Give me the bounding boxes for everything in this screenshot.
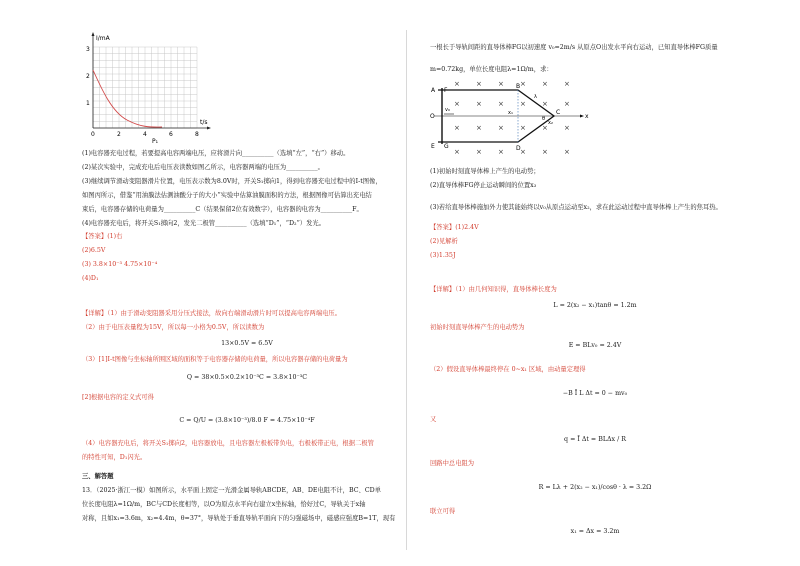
right-equation-4: q = Ī Δt = BLΔx / R	[564, 436, 626, 443]
problem-13-line3: 对称，且如x₁=3.6m，x₂=4.4m，θ=37°，导轨处于垂直导轨平面向下的匀强磁场中，磁感应强度B=1T，现有	[82, 515, 396, 522]
column-divider	[406, 30, 407, 550]
equation-2: Q = 38×0.5×0.2×10⁻³C = 3.8×10⁻³C	[186, 374, 308, 381]
label-x1: x₁	[508, 110, 513, 116]
explanation-5-line2: 的特性可知，D₁闪光。	[82, 454, 147, 461]
right-explanation-3: （2）假设直导体棒最终停在 0~x₁ 区域，由动量定理得	[430, 366, 586, 373]
right-explanation-1: 【详解】（1）由几何知识得，直导体棒长度为	[430, 286, 557, 293]
right-answer-2: (2)见解析	[430, 238, 458, 245]
question-3-line1: (3)继续调节滑动变阻器滑片位置，电压表示数为8.0V时，开关S₁掷向1，得到电容器充电过程中的I-t图像，	[82, 178, 382, 185]
label-v0: v₀	[445, 107, 450, 113]
label-c: C	[556, 109, 561, 116]
x-tick-0: 0	[91, 131, 95, 138]
label-a: A	[431, 87, 436, 94]
x-axis-label: t/s	[200, 119, 208, 126]
explanation-4: [2]根据电容的定义式可得	[82, 394, 154, 401]
question-4: (4)电容器充电后，将开关S₁掷向2，发光二极管__________（选填“D₁”，“D₂”）发光。	[82, 220, 325, 227]
field-cross: ×	[498, 80, 504, 88]
right-explanation-2: 初始时刻直导体棒产生的电动势为	[430, 324, 525, 331]
explanation-2: （2）由于电压表量程为15V，所以每一小格为0.5V，所以读数为	[82, 324, 265, 331]
explanation-3: （3）[1]I-t图像与坐标轴所围区域的面积等于电容器存储的电荷量，所以电容器存储的电荷量为	[82, 356, 348, 363]
explanation-1: 【详解】（1）由于滑动变阻器采用分压式接法，故向右端滑动滑片时可以提高电容两端电压。	[82, 310, 342, 317]
graph-grid	[93, 47, 197, 128]
field-cross: ×	[520, 100, 526, 108]
explanation-5-line1: （4）电容器充电后，将开关S₁掷向2，电容器放电，且电容器左极板带负电，右极板带正电，根据二极管	[82, 440, 374, 447]
field-cross: ×	[476, 80, 482, 88]
label-g: G	[444, 143, 449, 150]
field-cross: ×	[520, 124, 526, 132]
right-explanation-6: 联立可得	[430, 508, 456, 515]
y-tick-1: 1	[86, 100, 90, 107]
right-equation-6: x₁ = Δx = 3.2m	[570, 528, 620, 535]
magnetic-field-crosses	[454, 80, 570, 156]
right-answer-3: (3)1.35J	[430, 252, 456, 259]
x-tick-2: 2	[117, 131, 121, 138]
field-cross: ×	[542, 124, 548, 132]
field-cross: ×	[454, 124, 460, 132]
field-cross: ×	[542, 80, 548, 88]
right-equation-1: L = 2(x₂ − x₁)tanθ = 1.2m	[553, 302, 637, 309]
right-answer-1: 【答案】(1)2.4V	[430, 224, 479, 231]
answer-4: (4)D₁	[82, 275, 99, 282]
label-b: B	[516, 83, 521, 90]
label-theta: θ	[542, 116, 546, 122]
y-axis-label: I/mA	[96, 35, 110, 42]
question-3-line2: 如图丙所示，借鉴“用油膜法估测油酸分子的大小”实验中估算油膜面积的方法，根据图像可估算出充电结	[82, 192, 372, 199]
field-cross: ×	[564, 80, 570, 88]
answer-title: 【答案】(1)右	[82, 233, 123, 240]
graph-marker: P₁	[152, 138, 159, 145]
field-cross: ×	[564, 148, 570, 156]
right-equation-2: E = BLv₀ = 2.4V	[568, 342, 622, 349]
question-2: (2)某次实验中，完成充电后电压表读数如图乙所示，电容器两端的电压为__________。	[82, 164, 324, 171]
right-explanation-5: 回路中总电阻为	[430, 460, 475, 467]
field-cross: ×	[520, 148, 526, 156]
label-x2: x₂	[548, 120, 553, 126]
y-tick-2: 2	[86, 73, 90, 80]
field-cross: ×	[542, 148, 548, 156]
field-cross: ×	[454, 148, 460, 156]
answer-2: (2)6.5V	[82, 247, 106, 254]
right-equation-3: −B Ī L Δt = 0 − mv₀	[562, 390, 628, 397]
right-column	[430, 30, 760, 550]
field-cross: ×	[476, 124, 482, 132]
label-e: E	[431, 143, 435, 150]
field-cross: ×	[542, 100, 548, 108]
label-d: D	[516, 145, 521, 152]
field-cross: ×	[454, 80, 460, 88]
current-time-graph	[82, 30, 212, 145]
sub-question-1: (1)初始时刻直导体棒上产生的电动势；	[430, 168, 540, 175]
x-tick-6: 6	[169, 131, 173, 138]
field-cross: ×	[520, 80, 526, 88]
left-column	[82, 30, 412, 550]
right-equation-5: R = Lλ + 2(x₂ − x₁)/cosθ · λ = 3.2Ω	[538, 484, 652, 491]
problem-13-line2: 位长度电阻λ=1Ω/m，BC与CD长度相等，以O为原点水平向右建立x坐标轴，恰好过C，导轨关于x轴	[82, 501, 366, 508]
y-tick-3: 3	[86, 46, 90, 53]
field-cross: ×	[476, 148, 482, 156]
question-3-line3: 束后，电容器存储的电荷量为__________C（结果保留2位有效数字），电容器的电容为__________F。	[82, 206, 363, 213]
section-heading: 三、解答题	[82, 473, 114, 480]
problem-13-line1: 13．（2025·浙江一模）如图所示，水平面上固定一光滑金属导轨ABCDE，AB、DE电阻不计，BC、CD单	[82, 487, 381, 494]
field-cross: ×	[564, 124, 570, 132]
x-tick-8: 8	[195, 131, 199, 138]
field-cross: ×	[476, 100, 482, 108]
rail-diagram	[430, 80, 590, 160]
label-x: x	[585, 113, 589, 120]
label-lambda: λ	[534, 94, 537, 100]
problem-text-1: 一根长于导轨间距的直导体棒FG以初速度 v₀=2m/s 从原点O出发水平向右运动，已知直导体棒FG质量	[430, 44, 718, 51]
problem-text-2: m=0.72kg，单位长度电阻λ=1Ω/m，求：	[430, 66, 553, 73]
right-explanation-4: 又	[430, 416, 437, 423]
label-o: O	[430, 113, 435, 120]
x-tick-4: 4	[143, 131, 147, 138]
field-cross: ×	[564, 100, 570, 108]
equation-1: 13×0.5V = 6.5V	[221, 340, 273, 347]
label-f: F	[444, 87, 448, 94]
answer-3: (3) 3.8×10⁻³ 4.75×10⁻⁴	[82, 261, 158, 268]
field-cross: ×	[498, 100, 504, 108]
field-cross: ×	[498, 148, 504, 156]
sub-question-2: (2)直导体棒FG停止运动瞬间的位置x₃	[430, 182, 537, 189]
field-cross: ×	[454, 100, 460, 108]
field-cross: ×	[498, 124, 504, 132]
sub-question-3: (3)若给直导体棒施加外力使其能始终以v₀从原点运动至x₂，求在此运动过程中直导体棒上产生的焦耳热。	[430, 204, 722, 211]
question-1: (1)电容器充电过程，若要提高电容两端电压，应将滑片向__________（选填“左”，“右”）移动。	[82, 150, 350, 157]
equation-3: C = Q/U = (3.8×10⁻³)/8.0 F = 4.75×10⁻⁴F	[179, 417, 315, 424]
